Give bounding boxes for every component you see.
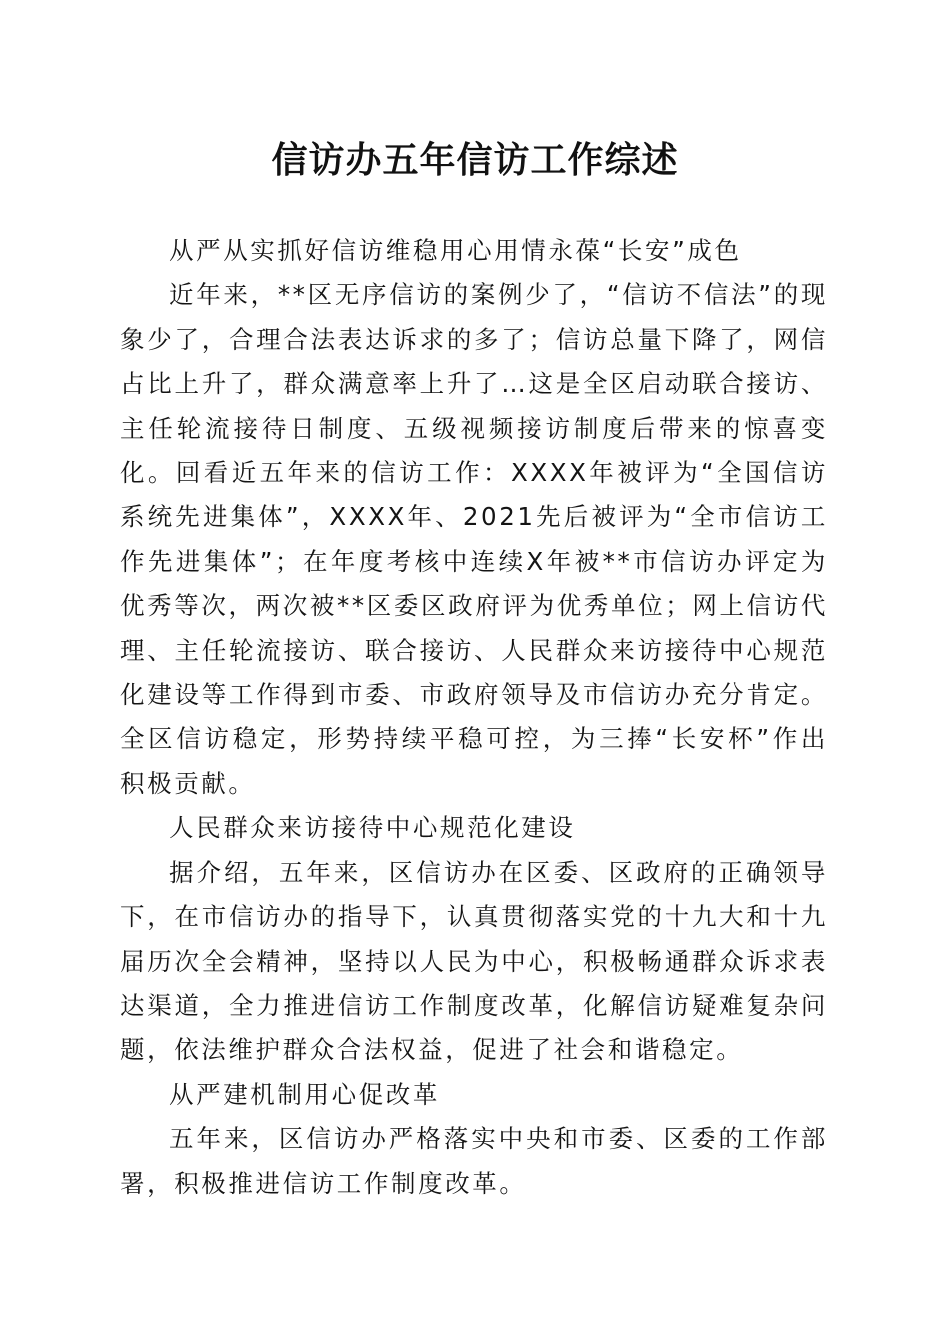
- document-title: 信访办五年信访工作综述: [271, 139, 679, 181]
- paragraph-3: 五年来，区信访办严格落实中央和市委、区委的工作部署，积极推进信访工作制度改革。: [120, 1124, 828, 1198]
- paragraph-2: 据介绍，五年来，区信访办在区委、区政府的正确领导下，在市信访办的指导下，认真贯彻落实党的十九大和十九届历次全会精神，坚持以人民为中心，积极畅通群众诉求表达渠道，全力推进信访工作制度改革，化解信访疑难复杂问题，依法维护群众合法权益，促进了社会和谐稳定。: [120, 857, 828, 1065]
- section-heading-2: 人民群众来访接待中心规范化建设: [169, 813, 576, 843]
- paragraph-1: 近年来，**区无序信访的案例少了，“信访不信法”的现象少了，合理合法表达诉求的多了；信访总量下降了，网信占比上升了，群众满意率上升了…这是全区启动联合接访、主任轮流接待日制度、五级视频接访制度后带来的惊喜变化。回看近五年来的信访工作：XXXX年被评为“全国信访系统先进集体”，XXXX年、2021先后被评为“全市信访工作先进集体”；在年度考核中连续X年被**市信访办评定为优秀等次，两次被**区委区政府评为优秀单位；网上信访代理、主任轮流接访、联合接访、人民群众来访接待中心规范化建设等工作得到市委、市政府领导及市信访办充分肯定。全区信访稳定，形势持续平稳可控，为三捧“长安杯”作出积极贡献。: [120, 280, 828, 798]
- section-heading-3: 从严建机制用心促改革: [169, 1079, 440, 1109]
- document-body: [120, 229, 828, 1206]
- section-heading-1: 从严从实抓好信访维稳用心用情永葆“长安”成色: [169, 236, 742, 265]
